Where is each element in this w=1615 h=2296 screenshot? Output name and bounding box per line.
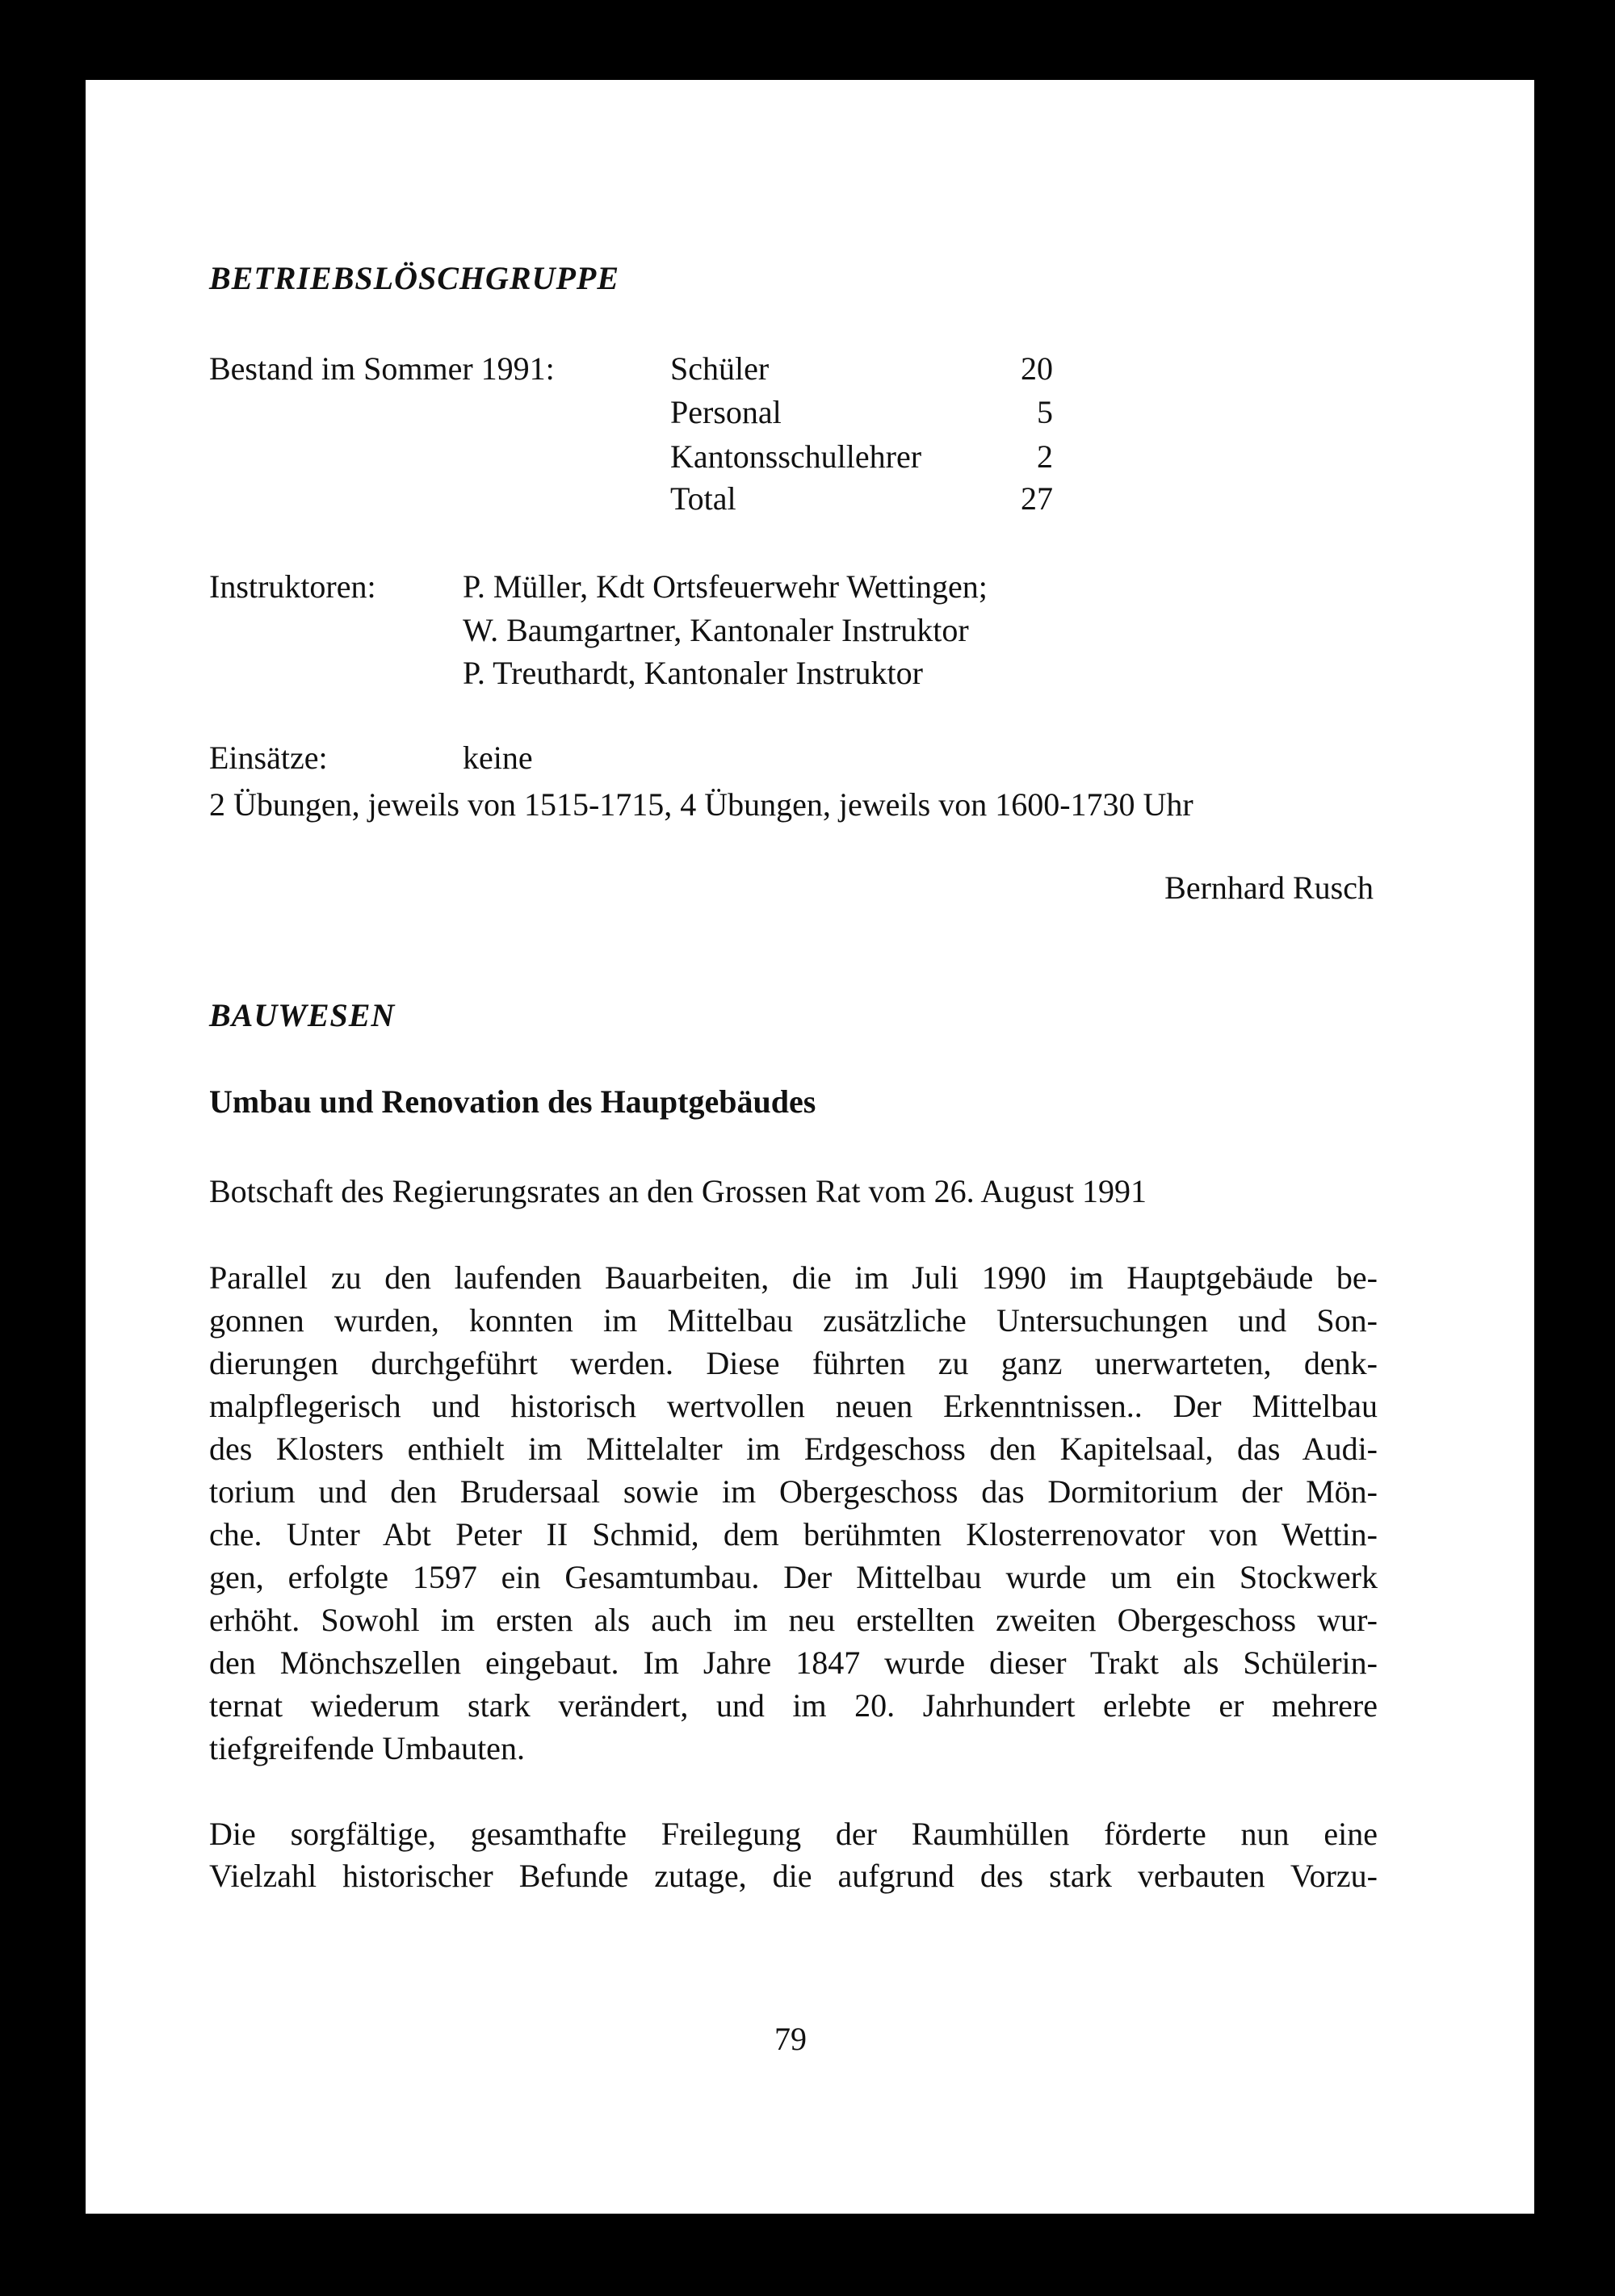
paragraph-line: Vielzahl historischer Befunde zutage, die aufgrund des stark verbauten Vorzu-: [209, 1858, 1378, 1894]
paragraph-line: des Klosters enthielt im Mittelalter im Erdgeschoss den Kapitelsaal, das Audi-: [209, 1431, 1378, 1467]
einsaetze-label: Einsätze:: [209, 739, 328, 776]
bestand-item-label: Kantonsschullehrer: [670, 438, 922, 475]
bestand-total-value: 27: [1021, 480, 1053, 517]
author-signature: Bernhard Rusch: [1164, 869, 1374, 906]
page-number: 79: [774, 2021, 807, 2057]
paragraph-line: ternat wiederum stark verändert, und im 20. Jahrhundert erlebte er mehrere: [209, 1687, 1378, 1724]
bestand-total-label: Total: [670, 480, 736, 517]
botschaft-line: Botschaft des Regierungsrates an den Grossen Rat vom 26. August 1991: [209, 1173, 1147, 1209]
section-heading-bauwesen: BAUWESEN: [209, 997, 396, 1033]
subheading: Umbau und Renovation des Hauptgebäudes: [209, 1083, 816, 1120]
paragraph-line: tiefgreifende Umbauten.: [209, 1730, 525, 1766]
paragraph-line: dierungen durchgeführt werden. Diese führten zu ganz unerwarteten, denk-: [209, 1345, 1378, 1381]
paragraph-line: erhöht. Sowohl im ersten als auch im neu erstellten zweiten Obergeschoss wur-: [209, 1602, 1378, 1638]
instruktor: W. Baumgartner, Kantonaler Instruktor: [463, 612, 969, 648]
bestand-item-label: Personal: [670, 394, 782, 430]
bestand-label: Bestand im Sommer 1991:: [209, 350, 555, 387]
paragraph-line: torium und den Brudersaal sowie im Obergeschoss das Dormitorium der Mön-: [209, 1473, 1378, 1510]
instruktor: P. Treuthardt, Kantonaler Instruktor: [463, 655, 923, 691]
paragraph-line: malpflegerisch und historisch wertvollen neuen Erkenntnissen.. Der Mittelbau: [209, 1388, 1378, 1424]
paragraph-line: Parallel zu den laufenden Bauarbeiten, die im Juli 1990 im Hauptgebäude be-: [209, 1259, 1378, 1296]
paragraph-line: den Mönchszellen eingebaut. Im Jahre 1847 wurde dieser Trakt als Schülerin-: [209, 1644, 1378, 1681]
paragraph-line: Die sorgfältige, gesamthafte Freilegung der Raumhüllen förderte nun eine: [209, 1816, 1378, 1852]
uebungen-line: 2 Übungen, jeweils von 1515-1715, 4 Übungen, jeweils von 1600-1730 Uhr: [209, 786, 1193, 823]
paragraph-line: gen, erfolgte 1597 ein Gesamtumbau. Der Mittelbau wurde um ein Stockwerk: [209, 1559, 1378, 1595]
instruktoren-label: Instruktoren:: [209, 568, 376, 605]
paragraph-line: gonnen wurden, konnten im Mittelbau zusätzliche Untersuchungen und Son-: [209, 1302, 1378, 1339]
instruktor: P. Müller, Kdt Ortsfeuerwehr Wettingen;: [463, 568, 988, 605]
einsaetze-value: keine: [463, 739, 533, 776]
paragraph-line: che. Unter Abt Peter II Schmid, dem berühmten Klosterrenovator von Wettin-: [209, 1516, 1378, 1552]
bestand-item-value: 2: [1037, 438, 1053, 475]
bestand-item-value: 5: [1037, 394, 1053, 430]
bestand-item-value: 20: [1021, 350, 1053, 387]
section-heading-betriebsloeschgruppe: BETRIEBSLÖSCHGRUPPE: [209, 260, 620, 296]
bestand-item-label: Schüler: [670, 350, 770, 387]
